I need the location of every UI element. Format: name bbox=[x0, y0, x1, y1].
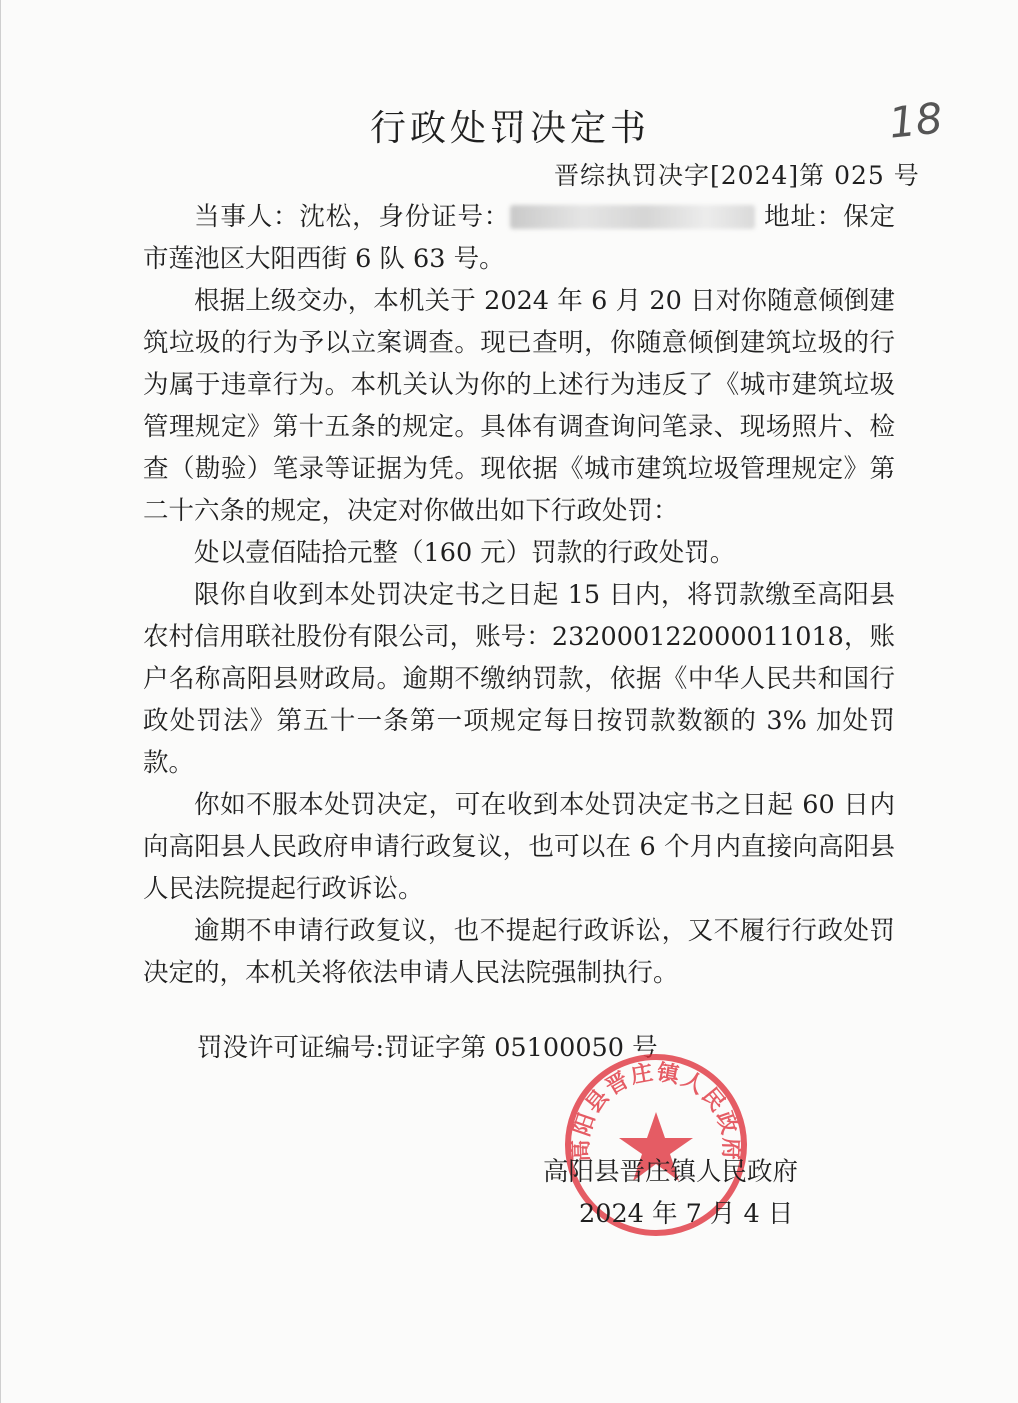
paragraph-facts: 根据上级交办，本机关于 2024 年 6 月 20 日对你随意倾倒建筑垃圾的行为予以立案调查。现已查明，你随意倾倒建筑垃圾的行为属于违章行为。本机关认为你的上述行为违反了《城市建筑垃圾管理规定》第十五条的规定。具体有调查询问笔录、现场照片、检查（勘验）笔录等证据为凭。现依据《城市建筑垃圾管理规定》第二十六条的规定，决定对你做出如下行政处罚： bbox=[143, 286, 895, 526]
party-address: 地址：保定市莲池区大阳西街 6 队 63 号。 bbox=[143, 202, 895, 274]
issue-date: 2024 年 7 月 4 日 bbox=[579, 1199, 794, 1229]
paragraph-appeal: 你如不服本处罚决定，可在收到本处罚决定书之日起 60 日内向高阳县人民政府申请行政复议，也可以在 6 个月内直接向高阳县人民法院提起行政诉讼。 bbox=[143, 790, 895, 904]
handwritten-page-number: 18 bbox=[886, 93, 945, 148]
paragraph-enforcement: 逾期不申请行政复议，也不提起行政诉讼，又不履行行政处罚决定的，本机关将依法申请人民法院强制执行。 bbox=[143, 916, 895, 988]
document-title: 行政处罚决定书 bbox=[369, 108, 650, 149]
party-paragraph bbox=[143, 196, 895, 280]
party-label: 当事人：沈松，身份证号： bbox=[194, 202, 511, 232]
redacted-id-number bbox=[510, 205, 755, 229]
paragraph-penalty: 处以壹佰陆拾元整（160 元）罚款的行政处罚。 bbox=[194, 538, 736, 568]
document-number: 晋综执罚决字[2024]第 025 号 bbox=[554, 161, 920, 190]
document-body bbox=[143, 196, 895, 994]
svg-text:高阳县晋庄镇人民政府: 高阳县晋庄镇人民政府 bbox=[568, 1060, 744, 1163]
paragraph-payment: 限你自收到本处罚决定书之日起 15 日内，将罚款缴至高阳县农村信用联社股份有限公司，账号：232000122000011018，账户名称高阳县财政局。逾期不缴纳罚款，依据《中华人民共和国行政处罚法》第五十一条第一项规定每日按罚款数额的 3% 加处罚款。 bbox=[143, 580, 895, 778]
permit-number: 罚没许可证编号:罚证字第 05100050 号 bbox=[197, 1033, 658, 1063]
issuing-authority: 高阳县晋庄镇人民政府 bbox=[543, 1157, 799, 1187]
